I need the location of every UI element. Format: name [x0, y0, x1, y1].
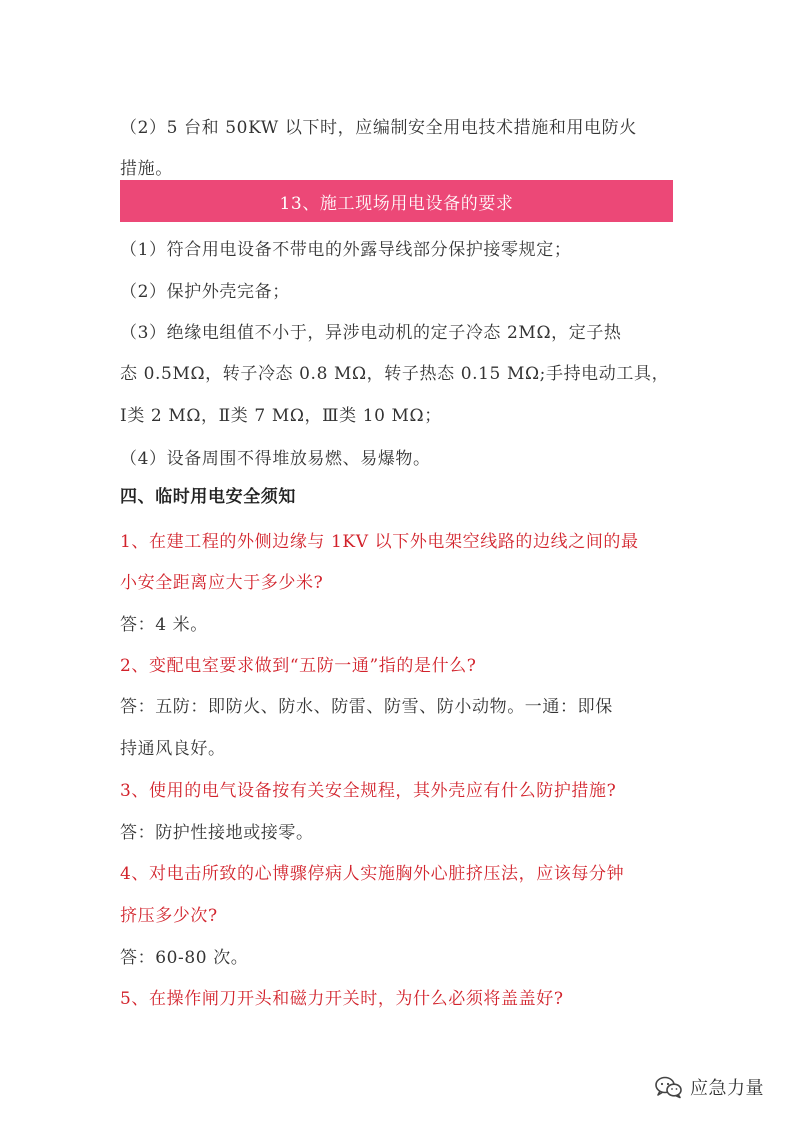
answer-line: 答：防护性接地或接零。 — [120, 823, 314, 843]
body-line: （3）绝缘电组值不小于，异涉电动机的定子冷态 2MΩ，定子热 — [120, 323, 622, 343]
body-line: 措施。 — [120, 159, 173, 179]
question-line: 小安全距离应大于多少米? — [120, 573, 324, 593]
section-banner — [120, 180, 673, 222]
wechat-icon — [654, 1075, 684, 1099]
answer-line: 答：60-80 次。 — [120, 948, 249, 968]
question-line: 3、使用的电气设备按有关安全规程，其外壳应有什么防护措施? — [120, 781, 617, 801]
question-line: 4、对电击所致的心博骤停病人实施胸外心脏挤压法，应该每分钟 — [120, 864, 625, 884]
section-banner-title: 13、施工现场用电设备的要求 — [279, 193, 514, 214]
question-line: 5、在操作闸刀开头和磁力开关时，为什么必须将盖盖好? — [120, 989, 564, 1009]
body-line: 态 0.5MΩ，转子冷态 0.8 MΩ，转子热态 0.15 MΩ;手持电动工具， — [120, 364, 670, 384]
body-line: Ⅰ类 2 MΩ，Ⅱ类 7 MΩ，Ⅲ类 10 MΩ； — [120, 406, 442, 426]
question-line: 2、变配电室要求做到“五防一通”指的是什么? — [120, 656, 477, 676]
question-line: 1、在建工程的外侧边缘与 1KV 以下外电架空线路的边线之间的最 — [120, 532, 639, 552]
body-line: （4）设备周围不得堆放易燃、易爆物。 — [120, 449, 431, 469]
body-line: （2）保护外壳完备； — [120, 282, 290, 302]
body-line: （2）5 台和 50KW 以下时，应编制安全用电技术措施和用电防火 — [120, 118, 637, 138]
question-line: 挤压多少次? — [120, 906, 218, 926]
answer-line: 持通风良好。 — [120, 739, 226, 759]
section-heading: 四、临时用电安全须知 — [120, 487, 296, 507]
watermark — [654, 1074, 764, 1100]
body-line: （1）符合用电设备不带电的外露导线部分保护接零规定； — [120, 240, 572, 260]
watermark-text: 应急力量 — [690, 1078, 764, 1099]
answer-line: 答：五防：即防火、防水、防雷、防雪、防小动物。一通：即保 — [120, 697, 613, 717]
answer-line: 答：4 米。 — [120, 615, 208, 635]
